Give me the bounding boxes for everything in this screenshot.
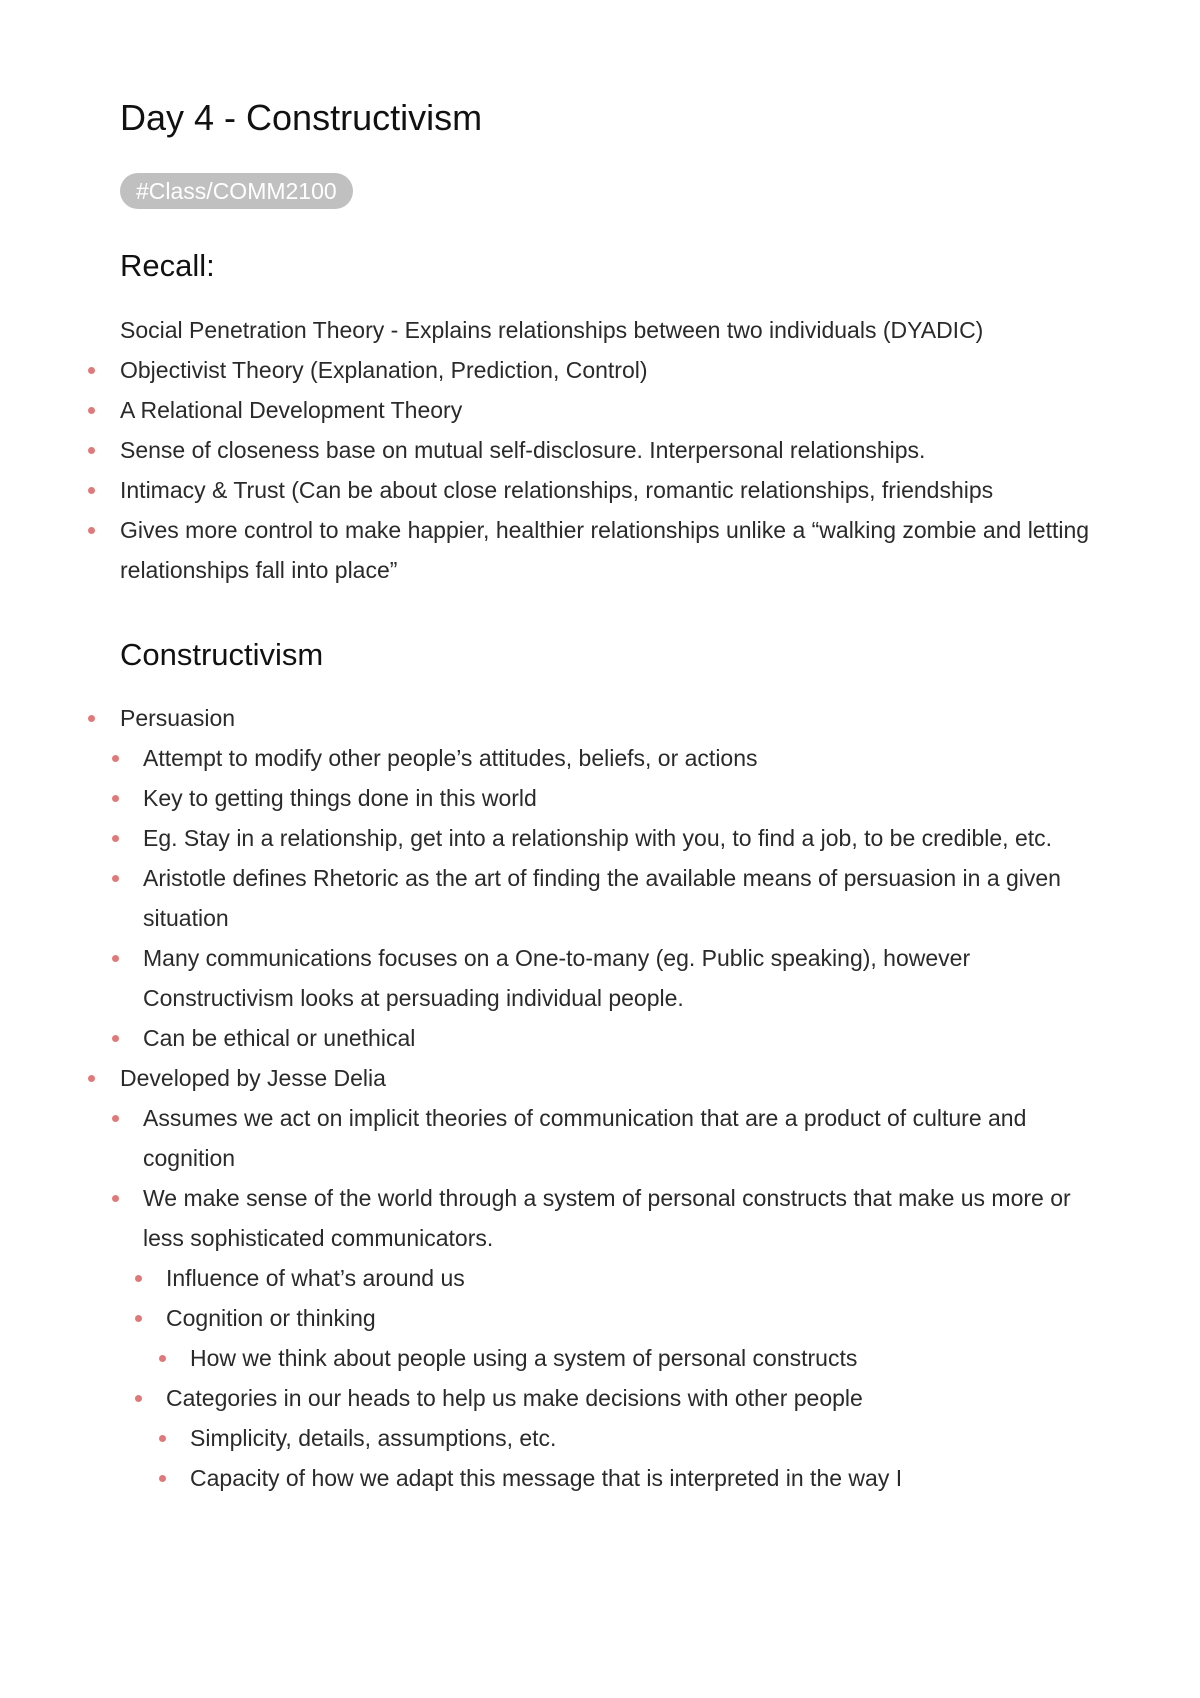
recall-intro: Social Penetration Theory - Explains relationships between two individuals (DYADIC) — [120, 317, 984, 344]
class-tag[interactable]: #Class/COMM2100 — [120, 173, 353, 209]
persuasion-label: Persuasion — [120, 704, 236, 731]
cognition-sublist — [190, 1338, 1100, 1378]
list-item: Attempt to modify other people’s attitudes, beliefs, or actions — [143, 738, 1100, 778]
list-item-delia — [120, 1058, 1100, 1498]
sense-sublist — [166, 1258, 1100, 1498]
categories-sublist — [190, 1418, 1100, 1498]
cognition-text: Cognition or thinking — [166, 1304, 376, 1331]
list-item: How we think about people using a system of personal constructs — [190, 1338, 1100, 1378]
list-item: Influence of what’s around us — [166, 1258, 1100, 1298]
list-item-sense — [143, 1178, 1100, 1498]
delia-sublist — [143, 1098, 1100, 1498]
list-item-categories — [166, 1378, 1100, 1498]
list-item: Key to getting things done in this world — [143, 778, 1100, 818]
delia-label: Developed by Jesse Delia — [120, 1064, 386, 1091]
list-item: Capacity of how we adapt this message that is interpreted in the way I — [190, 1458, 1100, 1498]
sense-text: We make sense of the world through a system of personal constructs that make us more or less sophisticated communicators. — [143, 1184, 1071, 1251]
persuasion-sublist — [143, 738, 1100, 1058]
recall-list — [120, 350, 1100, 590]
constructivism-list — [120, 698, 1100, 1498]
recall-heading: Recall: — [120, 248, 215, 284]
categories-text: Categories in our heads to help us make decisions with other people — [166, 1384, 863, 1411]
list-item: Many communications focuses on a One-to-many (eg. Public speaking), however Constructivism looks at persuading individual people. — [143, 938, 1100, 1018]
list-item: Sense of closeness base on mutual self-disclosure. Interpersonal relationships. — [120, 430, 1100, 470]
list-item-persuasion — [120, 698, 1100, 1058]
list-item: Objectivist Theory (Explanation, Prediction, Control) — [120, 350, 1100, 390]
list-item: Gives more control to make happier, healthier relationships unlike a “walking zombie and letting relationships fall into place” — [120, 510, 1100, 590]
list-item-cognition — [166, 1298, 1100, 1378]
list-item: Can be ethical or unethical — [143, 1018, 1100, 1058]
page-title: Day 4 - Constructivism — [120, 97, 483, 138]
note-content — [120, 96, 1100, 1498]
list-item: Simplicity, details, assumptions, etc. — [190, 1418, 1100, 1458]
list-item: Aristotle defines Rhetoric as the art of finding the available means of persuasion in a given situation — [143, 858, 1100, 938]
list-item: A Relational Development Theory — [120, 390, 1100, 430]
list-item: Intimacy & Trust (Can be about close relationships, romantic relationships, friendships — [120, 470, 1100, 510]
list-item: Eg. Stay in a relationship, get into a relationship with you, to find a job, to be credible, etc. — [143, 818, 1100, 858]
constructivism-heading: Constructivism — [120, 637, 324, 673]
list-item: Assumes we act on implicit theories of communication that are a product of culture and cognition — [143, 1098, 1100, 1178]
